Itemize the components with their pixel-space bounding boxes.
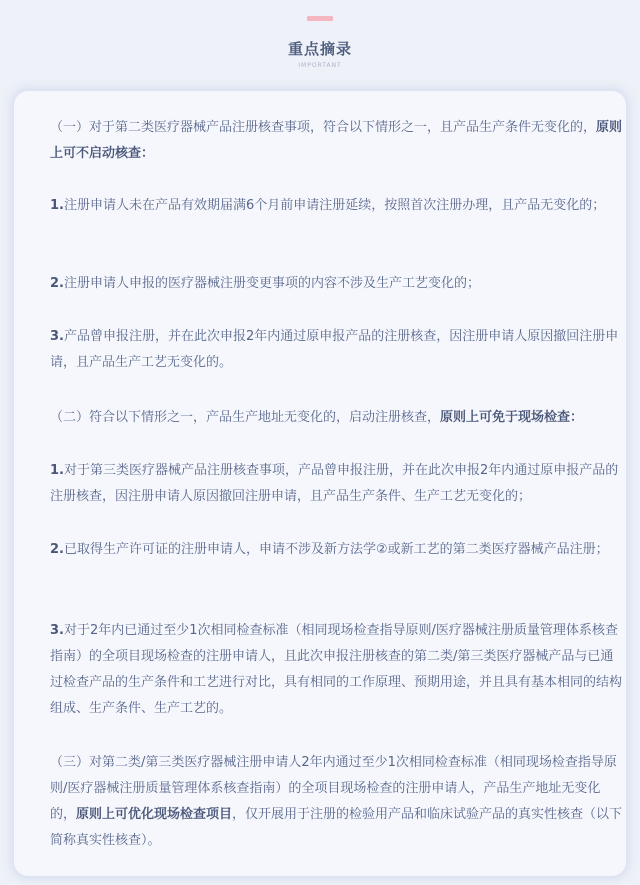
item-number: 2.	[50, 542, 64, 557]
paragraph-text: 注册申请人未在产品有效期届满6个月前申请注册延续，按照首次注册办理，且产品无变化的；	[63, 198, 606, 213]
paragraph-item-1-3	[50, 324, 626, 376]
paragraph-text: （一）对于第二类医疗器械产品注册核查事项，符合以下情形之一，且产品生产条件无变化的，	[50, 120, 597, 135]
section-header	[0, 0, 640, 80]
paragraph-emphasis: 原则上可不启动核查：	[50, 120, 623, 161]
paragraph-item-1-1	[50, 193, 626, 219]
paragraph-section-three	[50, 750, 626, 854]
paragraph-emphasis: 原则上可免于现场检查：	[440, 410, 584, 425]
item-number: 3.	[50, 623, 64, 638]
paragraph-text: 产品曾申报注册，并在此次申报2年内通过原申报产品的注册核查，因注册申请人原因撤回注册申请，且产品生产工艺无变化的。	[50, 329, 619, 370]
paragraph-emphasis: 原则上可优化现场检查项目	[76, 807, 233, 822]
paragraph-text: 已取得生产许可证的注册申请人，申请不涉及新方法学②或新工艺的第二类医疗器械产品注册；	[63, 542, 609, 557]
item-number: 3.	[50, 329, 64, 344]
paragraph-item-1-2	[50, 271, 626, 297]
paragraph-text: ，仅开展用于注册的检验用产品和临床试验产品的真实性核查（以下简称真实性核查）。	[50, 807, 623, 848]
paragraph-text: （三）对第二类/第三类医疗器械注册申请人2年内通过至少1次相同检查标准（相同现场检查指导原则/医疗器械注册质量管理体系核查指南）的全项目现场检查的注册申请人，产品生产地址无变化的，	[50, 755, 617, 822]
header-accent-bar	[307, 16, 333, 21]
paragraph-item-2-1	[50, 458, 626, 510]
item-number: 1.	[50, 463, 64, 478]
paragraph-section-one-intro	[50, 115, 626, 167]
paragraph-text: 对于2年内已通过至少1次相同检查标准（相同现场检查指导原则/医疗器械注册质量管理体系核查指南）的全项目现场检查的注册申请人，且此次申报注册核查的第二类/第三类医疗器械产品与已通过检查产品的生产条件和工艺进行对比，具有相同的工作原理、预期用途，并且具有基本相同的结构组成、生产条件、生产工艺的。	[50, 623, 623, 716]
paragraph-text: 对于第三类医疗器械产品注册核查事项，产品曾申报注册，并在此次申报2年内通过原申报产品的注册核查，因注册申请人原因撤回注册申请，且产品生产条件、生产工艺无变化的；	[50, 463, 619, 504]
paragraph-item-2-3	[50, 618, 626, 722]
section-subtitle: IMPORTANT	[298, 62, 342, 69]
item-number: 2.	[50, 276, 64, 291]
item-number: 1.	[50, 198, 64, 213]
paragraph-text: （二）符合以下情形之一，产品生产地址无变化的，启动注册核查，	[50, 410, 441, 425]
content-card	[14, 91, 626, 876]
paragraph-item-2-2	[50, 537, 626, 563]
paragraph-text: 注册申请人申报的医疗器械注册变更事项的内容不涉及生产工艺变化的；	[63, 276, 480, 291]
paragraph-section-two-intro	[50, 405, 626, 431]
section-title: 重点摘录	[287, 40, 352, 58]
